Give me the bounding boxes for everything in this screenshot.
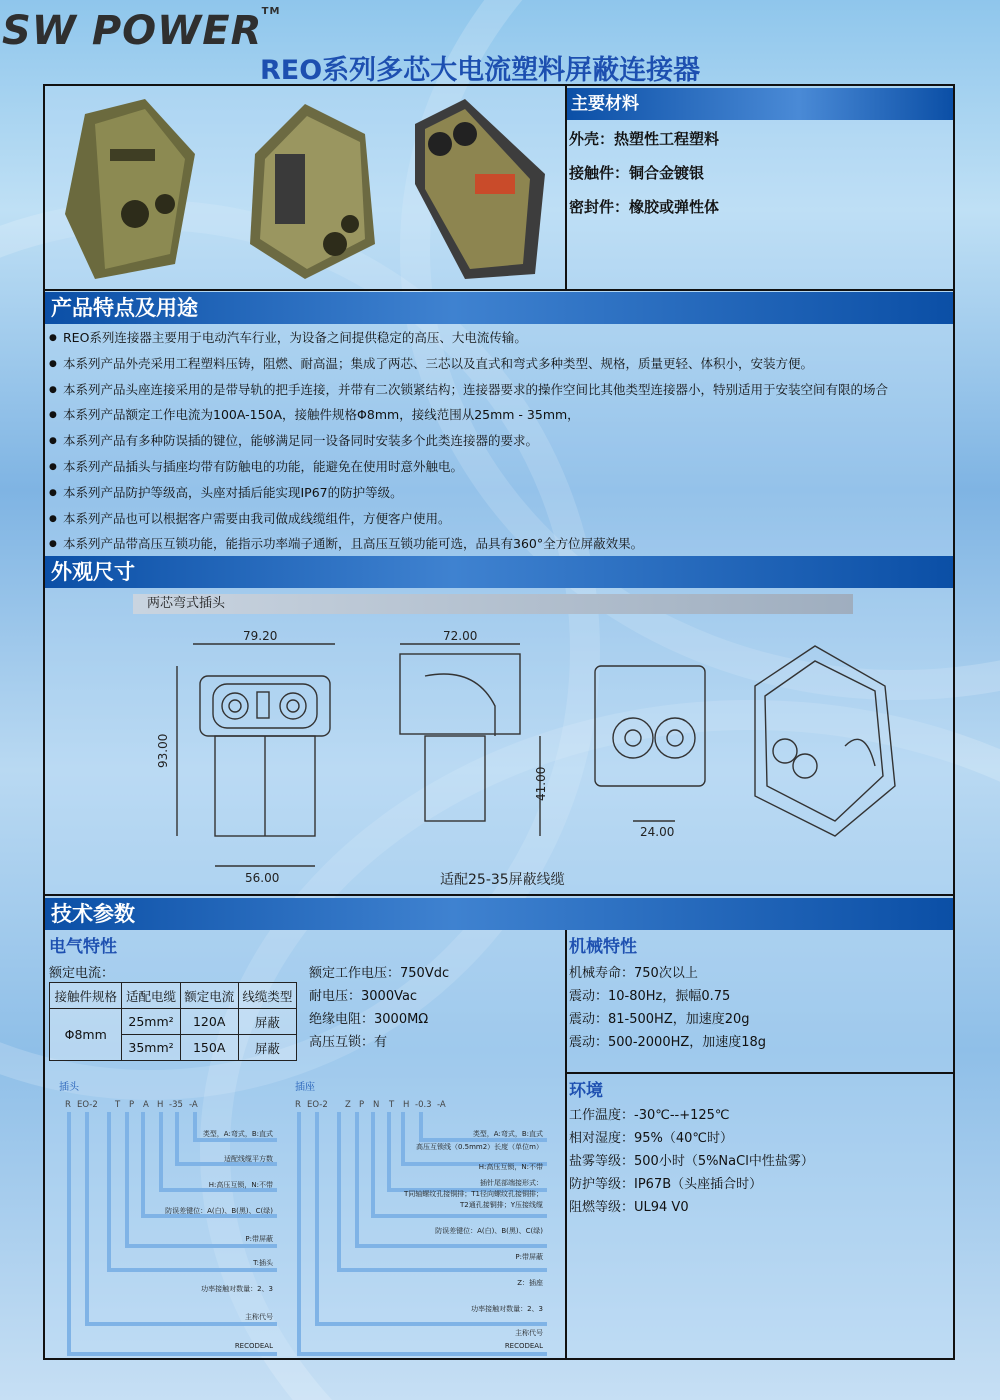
socket-letter: H [403, 1100, 410, 1110]
socket-label: T同轴螺纹孔接铜排；T1径向螺纹孔接铜排； [403, 1190, 543, 1198]
th-cable: 适配电缆 [122, 983, 180, 1009]
brand-logo: SW POWER TM [2, 6, 281, 54]
socket-letter: N [373, 1100, 380, 1110]
spec-voltage: 额定工作电压：750Vdc [309, 966, 450, 981]
socket-label: 主称代号 [515, 1329, 543, 1337]
socket-label: P:带屏蔽 [515, 1253, 543, 1261]
socket-code-title: 插座 [295, 1082, 315, 1093]
dim-width-bottom: 56.00 [245, 871, 280, 885]
plug-letter: T [115, 1100, 121, 1110]
spec-interlock: 高压互锁：有 [309, 1035, 388, 1050]
socket-label: T2通孔接铜排；Y压接线缆 [459, 1201, 543, 1209]
socket-letter: R [295, 1100, 301, 1110]
product-photo-2 [235, 94, 385, 280]
dimension-drawing [155, 626, 935, 886]
plug-label: 功率接触对数量：2、3 [201, 1285, 273, 1293]
th-contact: 接触件规格 [50, 983, 122, 1009]
list-item: ● 本系列产品头座连接采用的是带导轨的把手连接，并带有二次锁紧结构；连接器要求的操作空间比其他类型连接器小，特别适用于安装空间有限的场合 [49, 378, 954, 404]
row-type: 屏蔽 [238, 1035, 296, 1061]
electrical-heading: 电气特性 [49, 937, 117, 957]
dimensions-subtitle: 两芯弯式插头 [133, 594, 853, 614]
list-item: ● 本系列产品有多种防误插的键位，能够满足同一设备同时安装多个此类连接器的要求。 [49, 429, 954, 455]
socket-label: 防误差键位：A(白)、B(黑)、C(绿) [435, 1227, 543, 1235]
plug-code-title: 插头 [59, 1082, 79, 1093]
list-item: ● 本系列产品带高压互锁功能，能指示功率端子通断，且高压互锁功能可选，品具有360°全方位屏蔽效果。 [49, 532, 954, 558]
plug-label: T:插头 [253, 1259, 273, 1267]
socket-letter: -0.3 [415, 1100, 432, 1110]
socket-letter: -A [437, 1100, 446, 1110]
socket-label: 插针尾部端接形式： [480, 1179, 543, 1187]
dim-width-pin: 24.00 [640, 825, 675, 839]
list-item: ● 本系列产品防护等级高，头座对插后能实现IP67的防护等级。 [49, 481, 954, 507]
env-salt: 盐雾等级：500小时（5%NaCl中性盐雾） [569, 1154, 814, 1169]
list-item: ● 本系列产品外壳采用工程塑料压铸，阻燃、耐高温；集成了两芯、三芯以及直式和弯式多种类型、规格，质量更轻、体积小，安装方便。 [49, 352, 954, 378]
socket-letter: Z [345, 1100, 351, 1110]
env-protection: 防护等级：IP67B（头座插合时） [569, 1177, 763, 1192]
dim-height-front: 93.00 [156, 733, 170, 768]
list-item: ● REO系列连接器主要用于电动汽车行业，为设备之间提供稳定的高压、大电流传输。 [49, 326, 954, 352]
plug-letter: EO-2 [77, 1100, 98, 1110]
plug-letter: -35 [169, 1100, 183, 1110]
plug-letter: -A [189, 1100, 198, 1110]
features-list [49, 326, 954, 558]
row-cable: 25mm² [122, 1009, 180, 1035]
table-header-row [50, 983, 297, 1009]
environment-heading: 环境 [569, 1081, 603, 1101]
row-type: 屏蔽 [238, 1009, 296, 1035]
socket-letter: T [389, 1100, 395, 1110]
plug-label: 防误差键位：A(白)、B(黑)、C(绿) [165, 1207, 273, 1215]
current-table [49, 982, 297, 1061]
materials-heading: 主要材料 [567, 88, 953, 120]
product-photo-1 [55, 94, 205, 280]
th-type: 线缆类型 [238, 983, 296, 1009]
socket-letter: EO-2 [307, 1100, 328, 1110]
dim-width-front: 79.20 [243, 629, 278, 643]
plug-letter: R [65, 1100, 71, 1110]
socket-label: 高压互锁线（0.5mm2）长度（单位m） [415, 1143, 543, 1151]
plug-label: RECODEAL [234, 1342, 273, 1350]
mechanical-heading: 机械特性 [569, 937, 637, 957]
material-contact: 接触件：铜合金镀银 [569, 164, 705, 182]
socket-label: 功率接触对数量：2、3 [471, 1305, 543, 1313]
row-current: 150A [180, 1035, 238, 1061]
socket-label: Z：插座 [517, 1279, 543, 1287]
plug-label: 主称代号 [245, 1313, 273, 1321]
socket-label: H:高压互锁，N:不带 [478, 1163, 543, 1171]
material-seal: 密封件：橡胶或弹性体 [569, 198, 720, 216]
env-humidity: 相对湿度：95%（40℃时） [569, 1131, 734, 1146]
plug-letter: H [157, 1100, 164, 1110]
dimensions-heading: 外观尺寸 [45, 556, 953, 588]
dim-cable-note: 适配25-35屏蔽线缆 [440, 872, 565, 886]
mech-vibration-1: 震动：10-80Hz，振幅0.75 [569, 989, 731, 1004]
material-shell: 外壳：热塑性工程塑料 [569, 130, 720, 148]
page-title: REO系列多芯大电流塑料屏蔽连接器 [260, 55, 701, 86]
spec-withstand: 耐电压：3000Vac [309, 989, 418, 1004]
row-cable: 35mm² [122, 1035, 180, 1061]
table-row [50, 1009, 297, 1035]
product-photo-3 [405, 94, 555, 280]
dim-width-side: 72.00 [443, 629, 478, 643]
plug-label: H:高压互锁，N:不带 [208, 1181, 273, 1189]
plug-label: 适配线缆平方数 [224, 1155, 273, 1163]
plug-label: 类型，A:弯式，B:直式 [202, 1130, 273, 1138]
list-item: ● 本系列产品也可以根据客户需要由我司做成线缆组件，方便客户使用。 [49, 507, 954, 533]
dim-height-side: 41.00 [534, 766, 548, 801]
plug-letter: P [129, 1100, 135, 1110]
env-temperature: 工作温度：-30℃--+125℃ [569, 1108, 730, 1123]
env-flame: 阻燃等级：UL94 V0 [569, 1200, 689, 1215]
socket-label: RECODEAL [504, 1342, 543, 1350]
plug-label: P:带屏蔽 [245, 1235, 273, 1243]
socket-label: 类型，A:弯式，B:直式 [472, 1130, 543, 1138]
features-heading: 产品特点及用途 [45, 292, 953, 324]
th-current: 额定电流 [180, 983, 238, 1009]
mech-life: 机械寿命：750次以上 [569, 966, 698, 981]
content-frame [43, 84, 955, 1360]
contact-spec: Φ8mm [50, 1009, 122, 1061]
list-item: ● 本系列产品插头与插座均带有防触电的功能，能避免在使用时意外触电。 [49, 455, 954, 481]
mech-vibration-2: 震动：81-500HZ，加速度20g [569, 1012, 750, 1027]
tech-heading: 技术参数 [45, 898, 953, 930]
list-item: ● 本系列产品额定工作电流为100A-150A，接触件规格Φ8mm，接线范围从25mm - 35mm， [49, 403, 954, 429]
row-current: 120A [180, 1009, 238, 1035]
rated-current-label: 额定电流： [49, 966, 115, 981]
socket-letter: P [359, 1100, 365, 1110]
mech-vibration-3: 震动：500-2000HZ，加速度18g [569, 1035, 767, 1050]
plug-letter: A [143, 1100, 149, 1110]
spec-insulation: 绝缘电阻：3000MΩ [309, 1012, 429, 1027]
